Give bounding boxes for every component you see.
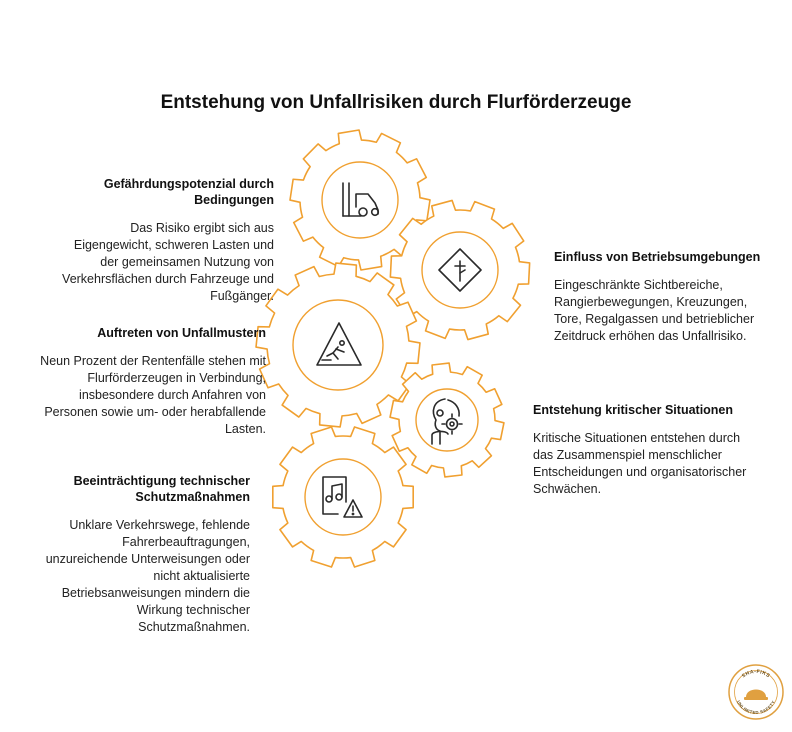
badge-bottom-text: UNLIMITED SAFETY (735, 699, 777, 716)
block-text: Eingeschränkte Sichtbereiche, Rangierbewegungen, Kreuzungen, Tore, Regalgassen und betrieblicher Zeitdruck erhöhen das Unfallrisiko. (554, 278, 755, 343)
gear-1-hub (322, 162, 398, 238)
page-title: Entstehung von Unfallrisiken durch Flurförderzeuge (160, 92, 632, 113)
block-technical-measures (40, 473, 250, 636)
block-critical-situations (533, 402, 761, 498)
block-heading: Auftreten von Unfallmustern (97, 326, 266, 340)
gear-5-hub (305, 459, 381, 535)
block-text: Neun Prozent der Rentenfälle stehen mit Flurförderzeugen in Verbindung, insbesondere durch Anfahren von Personen sowie um- oder herabfallende Lasten. (40, 354, 266, 436)
block-heading: Einfluss von Betriebsumgebungen (554, 250, 761, 264)
block-text: Unklare Verkehrswege, fehlende Fahrerbeauftragungen, unzureichende Unterweisungen oder nicht aktualisierte Betriebsanweisungen mindern die Wirkung technischer Schutzmaßnahmen. (45, 518, 250, 634)
gear-layer (256, 130, 530, 567)
block-heading: Entstehung kritischer Situationen (533, 403, 734, 417)
badge-top-text: SHA-FIKS (740, 668, 772, 680)
block-text: Kritische Situationen entstehen durch das Zusammenspiel menschlicher Entscheidungen und organisatorischer Schwächen. (533, 431, 747, 496)
block-accident-patterns (30, 325, 266, 438)
gear-3-hub (293, 300, 383, 390)
block-heading: Gefährdungspotenzial durch Bedingungen (103, 177, 274, 207)
gear-4-hub (416, 389, 478, 451)
block-text: Das Risiko ergibt sich aus Eigengewicht, schweren Lasten und der gemeinsamen Nutzung von Verkehrsflächen durch Fahrzeuge und Fußgänger. (62, 221, 274, 303)
block-hazard-potential (60, 176, 274, 305)
block-operating-environments (554, 249, 776, 345)
block-heading: Beeinträchtigung technischer Schutzmaßnahmen (73, 474, 250, 504)
brand-logo (727, 663, 785, 721)
